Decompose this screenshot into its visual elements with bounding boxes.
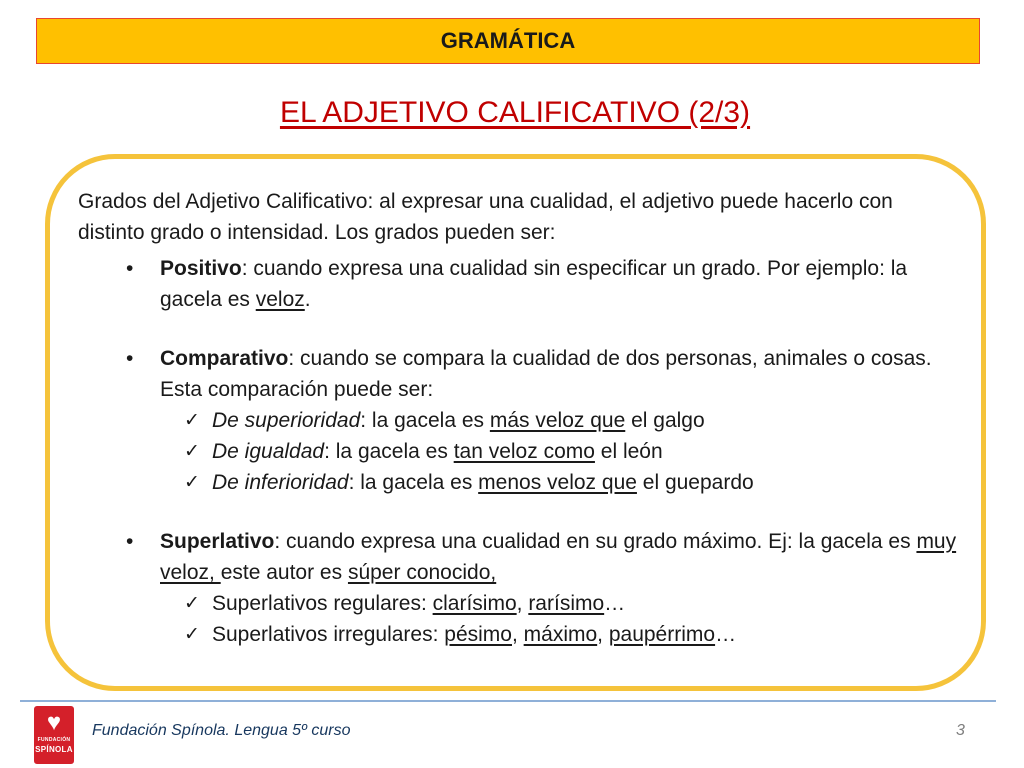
example-veloz: veloz (255, 288, 305, 311)
check-item-regulares: ✓ Superlativos regulares: clarísimo, rarísimo… (78, 588, 958, 619)
intro-paragraph: Grados del Adjetivo Calificativo: al expresar una cualidad, el adjetivo puede hacerlo con distinto grado o intensidad. Los grados pueden ser: (78, 190, 893, 244)
footer-text: Fundación Spínola. Lengua 5º curso (92, 722, 351, 739)
bullet-icon: • (126, 257, 134, 280)
term-superlativo: Superlativo (160, 530, 275, 553)
bullet-comparativo: • Comparativo: cuando se compara la cualidad de dos personas, animales o cosas. Esta comparación puede ser: (78, 343, 958, 405)
check-item-igualdad: ✓ De igualdad: la gacela es tan veloz como el león (78, 436, 958, 467)
bullet-superlativo: • Superlativo: cuando expresa una cualidad en su grado máximo. Ej: la gacela es muy veloz, este autor es súper conocido, (78, 526, 958, 588)
check-icon: ✓ (184, 593, 200, 614)
bullet-positivo: • Positivo: cuando expresa una cualidad sin especificar un grado. Por ejemplo: la gacela es veloz. (78, 253, 958, 315)
check-icon: ✓ (184, 472, 200, 493)
bullet-icon: • (126, 530, 134, 553)
check-icon: ✓ (184, 624, 200, 645)
term-comparativo: Comparativo (160, 347, 289, 370)
check-icon: ✓ (184, 410, 200, 431)
check-item-inferioridad: ✓ De inferioridad: la gacela es menos veloz que el guepardo (78, 467, 958, 498)
banner-label: GRAMÁTICA (440, 28, 576, 53)
page-number: 3 (956, 722, 965, 739)
slide-title: EL ADJETIVO CALIFICATIVO (2/3) (279, 96, 751, 129)
bullet-icon: • (126, 347, 134, 370)
slide-content (78, 186, 958, 650)
term-positivo: Positivo (160, 257, 242, 280)
check-item-irregulares: ✓ Superlativos irregulares: pésimo, máximo, paupérrimo… (78, 619, 958, 650)
check-item-superioridad: ✓ De superioridad: la gacela es más veloz que el galgo (78, 405, 958, 436)
footer-divider (20, 700, 996, 702)
heart-icon: ♥ (46, 709, 62, 736)
section-banner (36, 18, 980, 64)
check-icon: ✓ (184, 441, 200, 462)
heart-logo-icon: ♥ FUNDACIÓN SPÍNOLA (34, 706, 74, 764)
